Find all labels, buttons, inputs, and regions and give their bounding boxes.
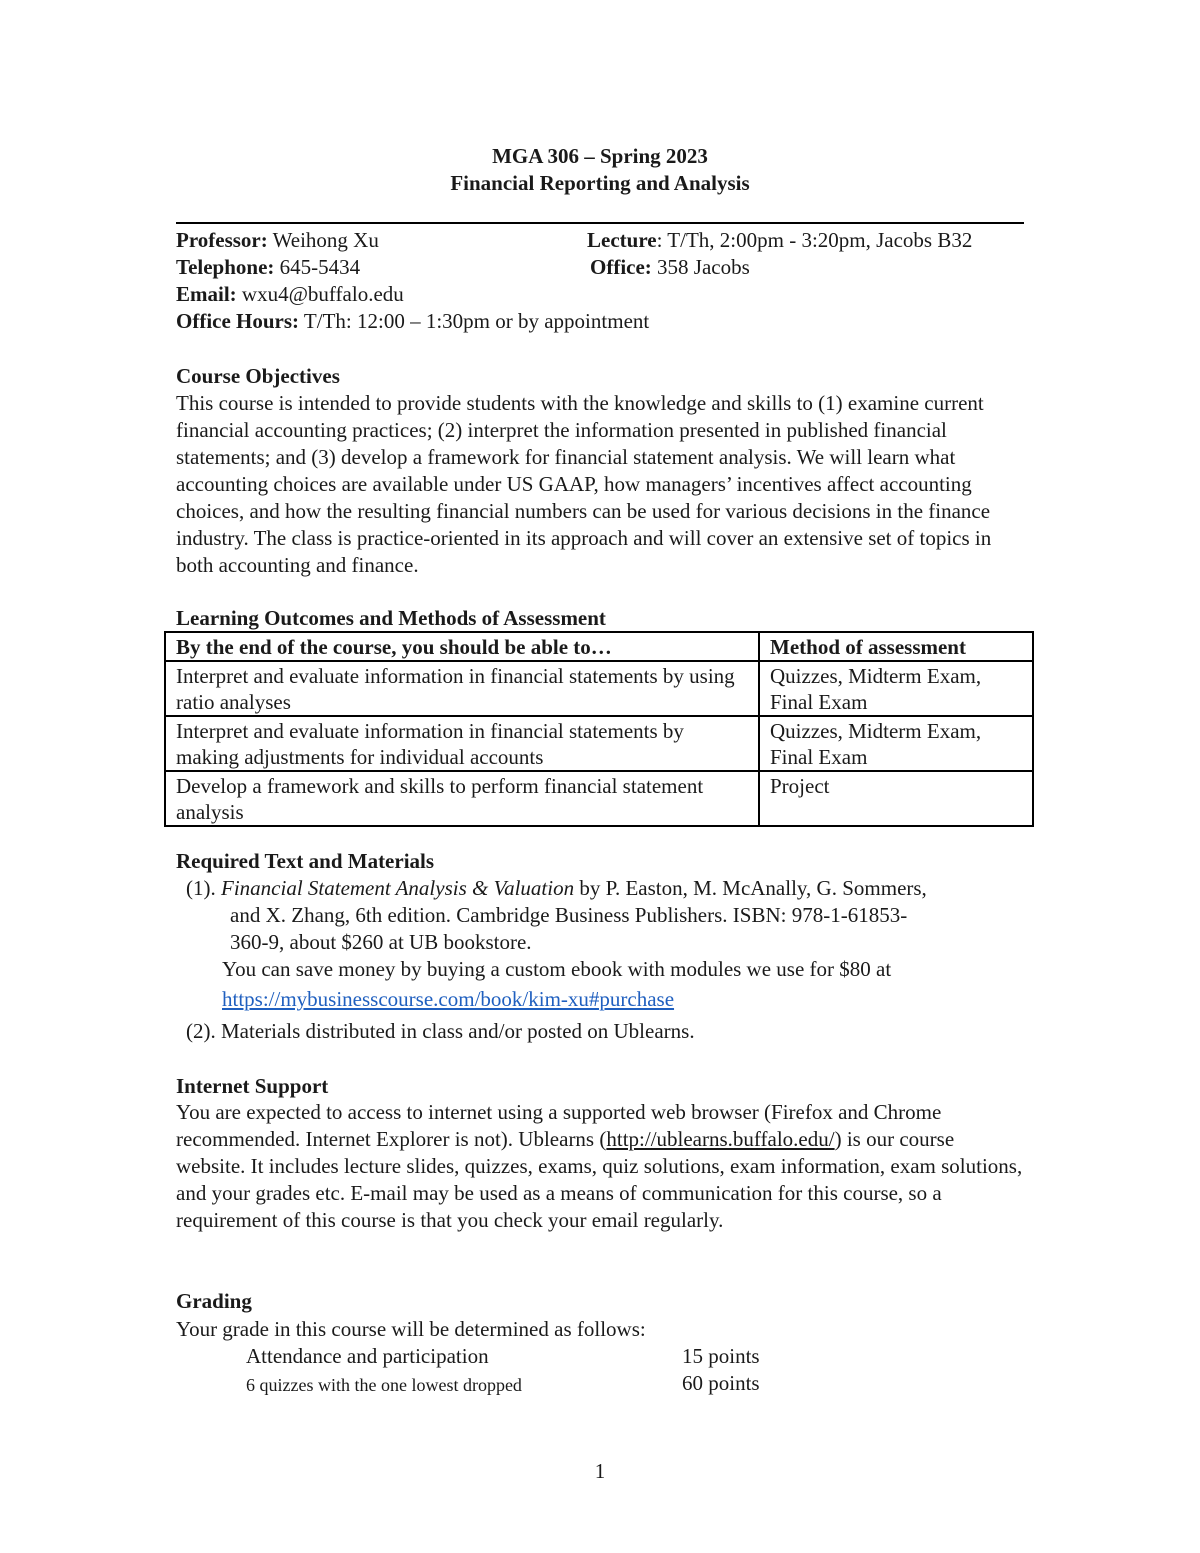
course-code-heading: MGA 306 – Spring 2023 xyxy=(492,144,708,168)
ebook-note: You can save money by buying a custom ebook with modules we use for $80 at xyxy=(222,957,892,981)
lecture-label: Lecture xyxy=(587,228,657,252)
internet-support-text-part-2: ) is our course website. It includes lecture slides, quizzes, exams, quiz solutions, exam information, exam solutions, and your grades etc. E-mail may be used as a means of communication for this course, so a requirement of this course is that you check your email regularly. xyxy=(176,1127,1023,1232)
grading-item-label: 6 quizzes with the one lowest dropped xyxy=(246,1375,522,1395)
email-label: Email: xyxy=(176,282,237,306)
materials-item-1-line-2: and X. Zhang, 6th edition. Cambridge Business Publishers. ISBN: 978-1-61853- xyxy=(230,903,908,927)
internet-support-body xyxy=(176,1099,1026,1234)
materials-item-2-text: Materials distributed in class and/or posted on Ublearns. xyxy=(215,1019,695,1043)
office-value: 358 Jacobs xyxy=(651,255,750,279)
ublearns-link[interactable]: http://ublearns.buffalo.edu/ xyxy=(606,1127,835,1151)
telephone-label: Telephone: xyxy=(176,255,275,279)
course-objectives-text: This course is intended to provide students with the knowledge and skills to (1) examine current financial accounting practices; (2) interpret the information presented in published financial statements; and (3) develop a framework for financial statement analysis. We will learn what accounting choices are available under US GAAP, how managers’ incentives affect accounting choices, and how the resulting financial numbers can be used for various decisions in the finance industry. The class is practice-oriented in its approach and will cover an extensive set of topics in both accounting and finance. xyxy=(176,391,992,577)
learning-outcomes-heading: Learning Outcomes and Methods of Assessment xyxy=(176,606,606,630)
grading-heading: Grading xyxy=(176,1289,252,1313)
professor-line xyxy=(176,227,379,254)
grading-item-points: 15 points xyxy=(682,1344,760,1368)
materials-item-1-number: (1). xyxy=(186,876,216,900)
grading-item-label: Attendance and participation xyxy=(246,1344,489,1368)
telephone-line xyxy=(176,254,360,281)
office-label: Office: xyxy=(590,255,652,279)
outcome-cell: Interpret and evaluate information in financial statements by using ratio analyses xyxy=(165,661,759,716)
course-title-heading: Financial Reporting and Analysis xyxy=(450,171,750,195)
learning-outcomes-table xyxy=(164,631,1034,827)
lecture-line xyxy=(587,227,972,254)
office-hours-value: T/Th: 12:00 – 1:30pm or by appointment xyxy=(299,309,650,333)
table-header-row xyxy=(165,632,1033,661)
table-row xyxy=(165,661,1033,716)
ebook-link-line xyxy=(222,986,674,1013)
textbook-authors: by P. Easton, M. McAnally, G. Sommers, xyxy=(574,876,927,900)
outcome-cell: Interpret and evaluate information in financial statements by making adjustments for individual accounts xyxy=(165,716,759,771)
internet-support-text xyxy=(176,1099,1026,1234)
textbook-title: Financial Statement Analysis & Valuation xyxy=(221,876,575,900)
method-cell: Quizzes, Midterm Exam, Final Exam xyxy=(759,716,1033,771)
email-value: wxu4@buffalo.edu xyxy=(236,282,404,306)
course-objectives-heading: Course Objectives xyxy=(176,364,340,388)
outcome-column-header: By the end of the course, you should be able to… xyxy=(165,632,759,661)
method-cell: Quizzes, Midterm Exam, Final Exam xyxy=(759,661,1033,716)
email-line xyxy=(176,281,404,308)
header-divider xyxy=(176,222,1024,224)
method-column-header: Method of assessment xyxy=(759,632,1033,661)
materials-heading: Required Text and Materials xyxy=(176,849,435,873)
materials-item-2 xyxy=(186,1018,695,1045)
professor-label: Professor: xyxy=(176,228,268,252)
course-objectives-body xyxy=(176,390,1026,579)
page-number: 1 xyxy=(594,1459,606,1483)
table-row xyxy=(165,716,1033,771)
office-line xyxy=(590,254,750,281)
method-cell: Project xyxy=(759,771,1033,826)
grading-intro: Your grade in this course will be determined as follows: xyxy=(176,1317,646,1341)
materials-item-2-number: (2). xyxy=(186,1019,216,1043)
telephone-value: 645-5434 xyxy=(274,255,361,279)
materials-item-1-line-3: 360-9, about $260 at UB bookstore. xyxy=(230,930,532,954)
internet-support-heading: Internet Support xyxy=(176,1074,329,1098)
office-hours-label: Office Hours: xyxy=(176,309,300,333)
grading-item-points: 60 points xyxy=(682,1371,760,1395)
lecture-value: : T/Th, 2:00pm - 3:20pm, Jacobs B32 xyxy=(656,228,973,252)
office-hours-line xyxy=(176,308,649,335)
table-row xyxy=(165,771,1033,826)
professor-value: Weihong Xu xyxy=(267,228,379,252)
materials-item-1-line-1 xyxy=(186,875,927,902)
internet-support-text-part-1: You are expected to access to internet using a supported web browser (Firefox and Chrome recommended. Internet Explorer is not). Ublearns ( xyxy=(176,1100,942,1151)
ebook-link[interactable]: https://mybusinesscourse.com/book/kim-xu#purchase xyxy=(222,987,675,1011)
outcome-cell: Develop a framework and skills to perform financial statement analysis xyxy=(165,771,759,826)
